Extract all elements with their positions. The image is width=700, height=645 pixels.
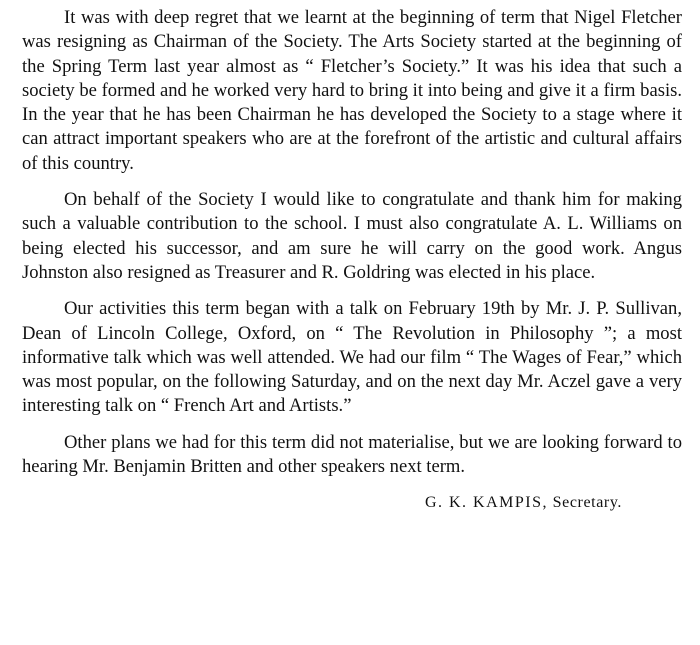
paragraph-resignation: It was with deep regret that we learnt at the beginning of term that Nigel Fletcher was resigning as Chairman of the Society. The Arts Society started at the beginning of the Spring Term last year almost as “ Fletcher’s Society.” It was his idea that such a society be formed and he worked very hard to bring it into being and give it a firm basis. In the year that he has been Chairman he has developed the Society to a stage where it can attract important speakers who are at the forefront of the artistic and cultural affairs of this country. xyxy=(22,7,682,174)
signature-name: G. K. KAMPIS, xyxy=(424,494,549,512)
paragraph-congratulations: On behalf of the Society I would like to congratulate and thank him for making such a valuable contribution to the school. I must also congratulate A. L. Williams on being elected his successor, and am sure he will carry on the good work. Angus Johnston also resigned as Treasurer and R. Goldring was elected in his place. xyxy=(22,189,682,283)
paragraph-activities: Our activities this term began with a talk on February 19th by Mr. J. P. Sullivan, Dean of Lincoln College, Oxford, on “ The Revolution in Philosophy ”; a most informative talk which was well attended. We had our film “ The Wages of Fear,” which was most popular, on the following Saturday, and on the next day Mr. Aczel gave a very interesting talk on “ French Art and Artists.” xyxy=(22,298,682,417)
article xyxy=(22,6,682,516)
signature-role: Secretary. xyxy=(552,494,622,512)
signature-line xyxy=(22,491,682,515)
paragraph-future-plans: Other plans we had for this term did not materialise, but we are looking forward to hearing Mr. Benjamin Britten and other speakers next term. xyxy=(22,431,682,478)
